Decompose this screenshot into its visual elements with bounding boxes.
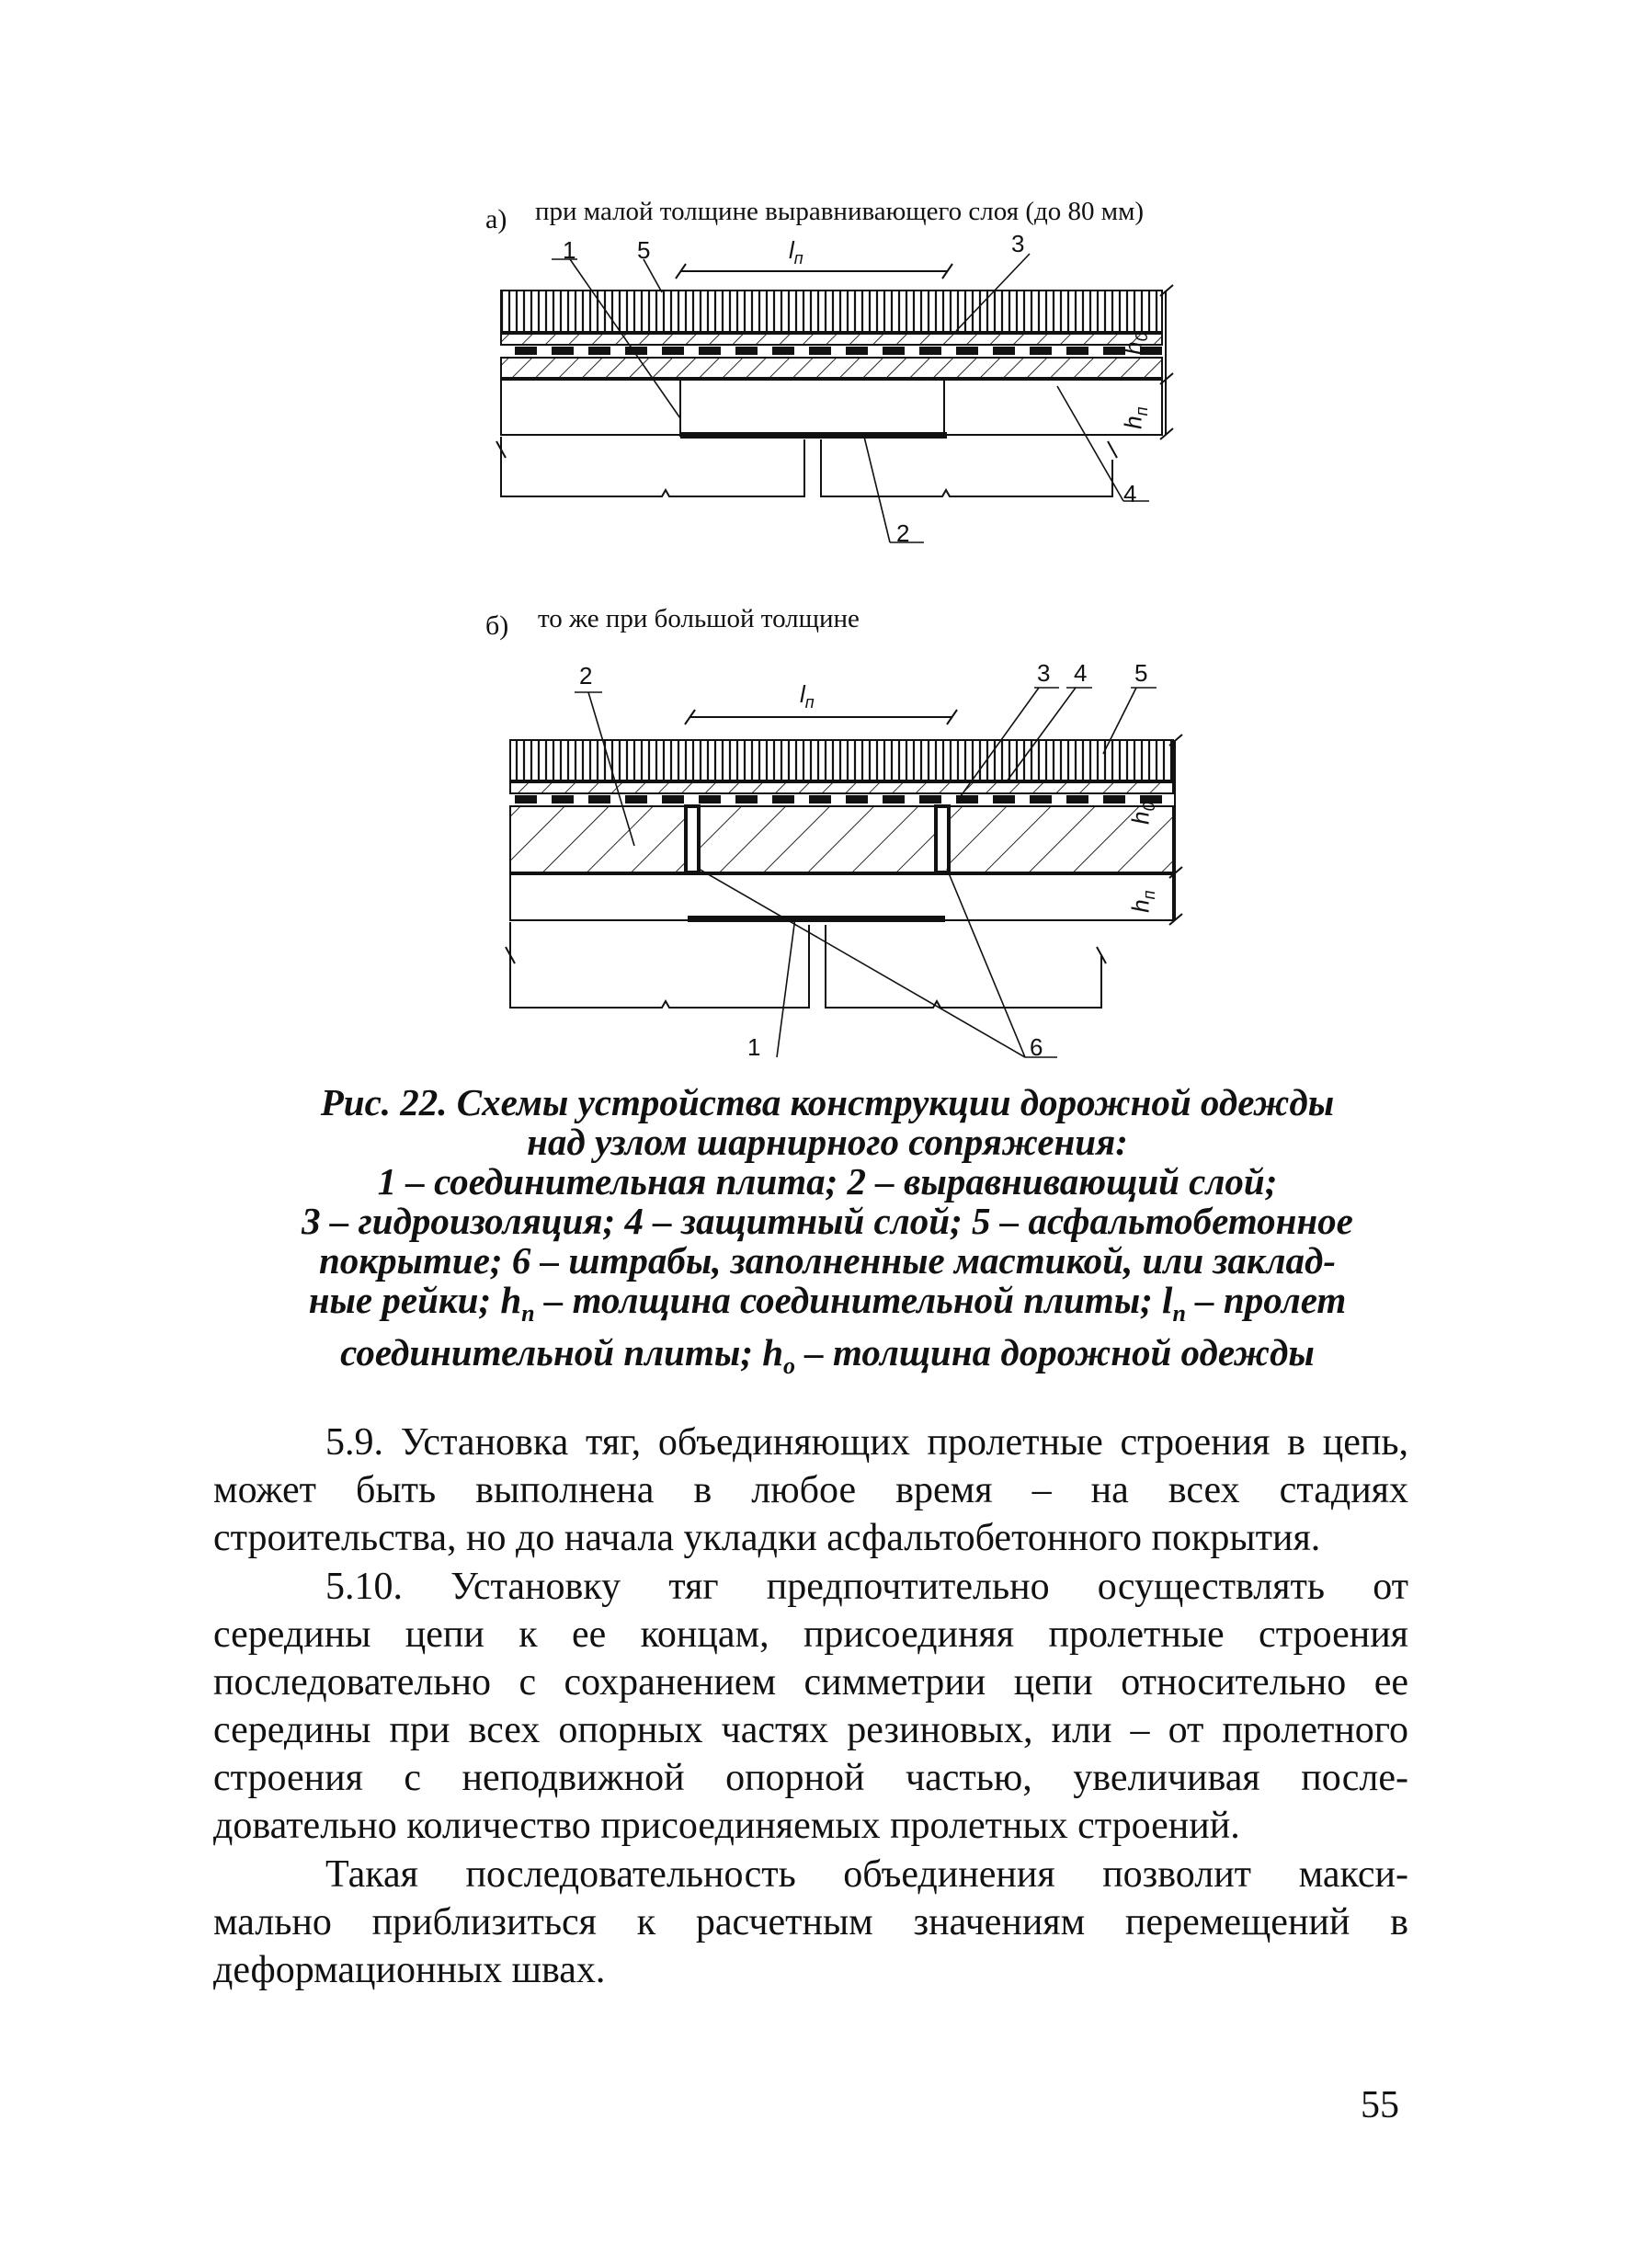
figure-a-hn-label: $h_п$ xyxy=(1119,406,1151,429)
paragraph-line: строительства, но до начала укладки асфальтобетонного покрытия. xyxy=(213,1517,1321,1559)
figure-caption xyxy=(230,1083,1425,1385)
paragraph-line: 5.9. Установка тяг, объединяющих пролетные строения в цепь, xyxy=(325,1421,1408,1464)
figure-a-callout-4: 4 xyxy=(1123,480,1137,507)
figure-a-asphalt-layer xyxy=(501,291,1162,332)
figure-b-hn-label: $h_п$ xyxy=(1126,890,1158,913)
caption-line: 1 – соединительная плита; 2 – выравнивающий слой; xyxy=(377,1160,1278,1202)
figure-b-title: то же при большой толщине xyxy=(538,604,860,633)
figure-b-asphalt-layer xyxy=(510,740,1173,781)
figure-b-callout-2: 2 xyxy=(579,662,593,690)
figure-a-title: при малой толщине выравнивающего слоя (до 80 мм) xyxy=(535,197,1145,226)
figure-a-callout-1: 1 xyxy=(563,236,576,264)
paragraph-line: 5.10. Установку тяг предпочтительно осуществлять от xyxy=(325,1566,1408,1608)
figure-a-beams xyxy=(496,437,1117,496)
figure-b-callout-1: 1 xyxy=(747,1033,761,1061)
figure-b-callout-6: 6 xyxy=(1030,1033,1043,1061)
caption-line: Рис. 22. Схемы устройства конструкции дорожной одежды xyxy=(320,1081,1335,1123)
figure-a-label: а) xyxy=(485,204,507,234)
figure-a-waterproofing xyxy=(501,347,1162,355)
paragraph-line: может быть выполнена в любое время – на всех стадиях xyxy=(213,1469,1408,1511)
caption-line: покрытие; 6 – штрабы, заполненные мастикой, или заклад- xyxy=(319,1239,1336,1282)
figure-a-drawing xyxy=(0,0,1641,1103)
figure-b-callout-4: 4 xyxy=(1074,659,1088,687)
figure-b-leveling-layer xyxy=(510,806,1173,872)
paragraph-5-9 xyxy=(213,1419,1408,1562)
figure-b-callout-5: 5 xyxy=(1134,659,1148,687)
figure-b-span-label: $l_п$ xyxy=(800,680,815,712)
paragraph-line: мально приблизиться к расчетным значениям перемещений в xyxy=(213,1901,1408,1943)
figure-a-callout-2: 2 xyxy=(896,519,910,547)
paragraph-line: последовательно с сохранением симметрии цепи относительно ее xyxy=(213,1661,1408,1704)
paragraph-line: середины при всех опорных частях резиновых, или – от пролетного xyxy=(213,1709,1408,1751)
caption-line: над узлом шарнирного сопряжения: xyxy=(527,1121,1128,1163)
paragraph-sequence xyxy=(213,1851,1408,1994)
figure-b-waterproofing xyxy=(510,795,1173,803)
figure-b-label: б) xyxy=(485,610,509,641)
figure-b-connecting-slab xyxy=(510,874,1173,922)
figure-a-callout-5: 5 xyxy=(637,236,651,264)
figure-a-callout-3: 3 xyxy=(1011,230,1025,257)
figure-a-span-label: $l_п$ xyxy=(789,236,803,268)
page-number: 55 xyxy=(1361,2084,1399,2126)
figure-a-leveling-layer xyxy=(501,358,1162,378)
figure-b-callout-3: 3 xyxy=(1037,659,1051,687)
figure-b-beams xyxy=(506,922,1106,1008)
figure-b-h0-label: $h_0$ xyxy=(1126,802,1158,825)
paragraph-5-10 xyxy=(213,1563,1408,1850)
paragraph-line: деформационных швах. xyxy=(213,1949,606,1991)
caption-line: 3 – гидроизоляция; 4 – защитный слой; 5 – асфальтобетонное xyxy=(302,1200,1353,1242)
paragraph-line: Такая последовательность объединения позволит макси- xyxy=(325,1853,1408,1896)
figure-a-protective-layer xyxy=(501,334,1162,345)
paragraph-line: довательно количество присоединяемых пролетных строений. xyxy=(213,1805,1240,1847)
paragraph-line: строения с неподвижной опорной частью, увеличивая после- xyxy=(213,1757,1408,1799)
figure-b-protective-layer xyxy=(510,782,1173,793)
caption-line: соединительной плиты; $h_о$ – толщина дорожной одежды xyxy=(340,1331,1315,1380)
caption-line: ные рейки; $h_п$ – толщина соединительной плиты; $l_п$ – пролет xyxy=(308,1279,1347,1328)
figure-a-connecting-slab xyxy=(501,380,1162,439)
paragraph-line: середины цепи к ее концам, присоединяя пролетные строения xyxy=(213,1613,1408,1656)
